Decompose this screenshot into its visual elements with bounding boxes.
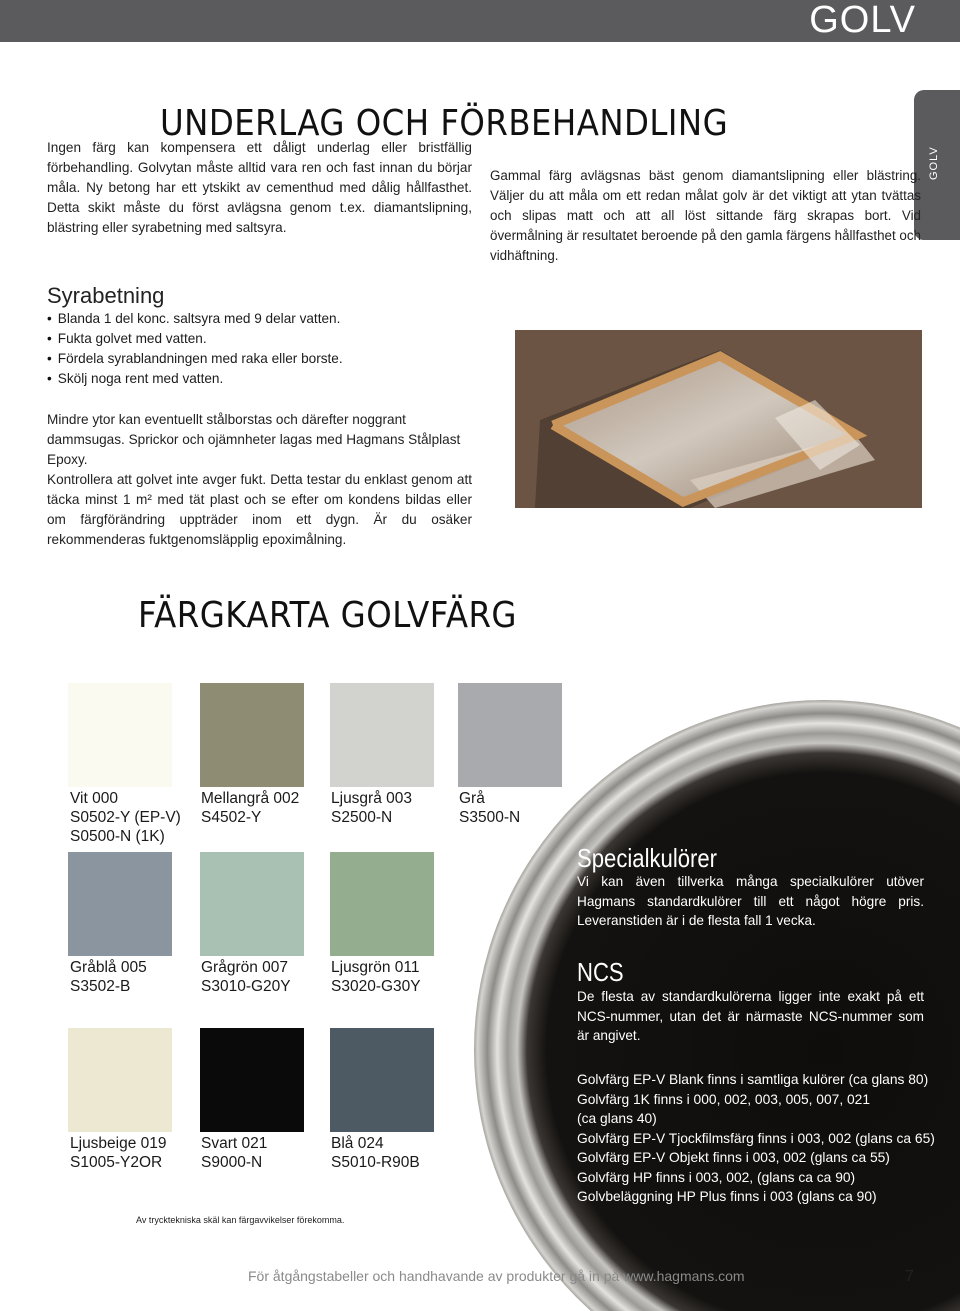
swatch-gra <box>458 683 562 787</box>
swatch-label: Mellangrå 002 S4502-Y <box>201 790 300 826</box>
availability-item: Golvfärg EP-V Objekt finns i 003, 002 (glans ca 55) <box>577 1150 890 1165</box>
availability-item: Golvfärg EP-V Tjockfilmsfärg finns i 003, 002 (glans ca 65) <box>577 1130 935 1146</box>
swatch-label: Grå S3500-N <box>459 790 521 826</box>
special-colors-text: Vi kan även tillverka många specialkulörer utöver Hagmans standardkulörer till ett något högre pris. Leveranstiden är i de flesta fall 1 vecka. <box>577 874 924 928</box>
swatch-label: Blå 024 S5010-R90B <box>331 1135 420 1171</box>
intro-paragraph: Ingen färg kan kompensera ett dåligt underlag eller bristfällig förbehandling. Golvytan måste alltid vara ren och fast innan du börjar måla. Ny betong har ett ytskikt av cementhud med dålig hållfasthet. Detta skikt måste du först avlägsna genom t.ex. diamantslipning, blästring eller syrabetning med saltsyra. <box>47 140 472 235</box>
moisture-test-photo <box>515 330 922 508</box>
special-colors-heading: Specialkulörer <box>577 843 718 873</box>
swatch-label: Ljusbeige 019 S1005-Y2OR <box>70 1135 167 1171</box>
swatch-bla-024 <box>330 1028 434 1132</box>
swatch-ljusgron-011 <box>330 852 434 956</box>
swatch-grabla-005 <box>68 852 172 956</box>
availability-list <box>577 1070 935 1207</box>
ncs-heading: NCS <box>577 957 624 987</box>
swatch-label: Svart 021 S9000-N <box>201 1135 268 1171</box>
availability-item: Golvfärg HP finns i 003, 002, (glans ca ca 90) <box>577 1169 856 1185</box>
section-title-fargkarta: FÄRGKARTA GOLVFÄRG <box>138 595 517 636</box>
availability-item: Golvbeläggning HP Plus finns i 003 (glans ca 90) <box>577 1189 877 1204</box>
old-paint-paragraph: Gammal färg avlägsnas bäst genom diamantslipning eller blästring. Väljer du att måla om ett redan målat golv är det viktigt att ytan tvättas och slipas matt och att all löst sittande färg skrapas bort. Vid övermålning är resultatet beroende på den gamla färgens hållfasthet och vidhäftning. <box>490 168 922 263</box>
header-title: GOLV <box>809 0 916 41</box>
swatch-mellangra-002 <box>200 683 304 787</box>
moisture-test-paragraph: Kontrollera att golvet inte avger fukt. Detta testar du enklast genom att täcka minst 1 m² med tät plast och se efter om kondens bildas eller om färgförändring uppträder inom ett dygn. Är du osäker rekommenderas fuktgenomsläpplig epoximålning. <box>47 472 472 547</box>
page-number: 7 <box>905 1268 914 1285</box>
availability-item: Golvfärg EP-V Blank finns i samtliga kulörer (ca glans 80) <box>577 1072 929 1087</box>
footer-text: För åtgångstabeller och handhavande av produkter gå in på www.hagmans.com <box>248 1268 745 1284</box>
swatch-label: Ljusgrön 011 S3020-G30Y <box>331 959 421 995</box>
syrabetning-steps <box>47 309 343 389</box>
side-tab-label: GOLV <box>928 146 940 180</box>
step-item: • Skölj noga rent med vatten. <box>47 369 343 389</box>
section-title-underlag: UNDERLAG OCH FÖRBEHANDLING <box>160 103 729 144</box>
syrabetning-heading: Syrabetning <box>47 283 165 308</box>
step-item: • Fukta golvet med vatten. <box>47 329 343 349</box>
print-disclaimer: Av trycktekniska skäl kan färgavvikelser förekomma. <box>136 1215 345 1225</box>
swatch-label: Vit 000 S0502-Y (EP-V) S0500-N (1K) <box>70 790 181 845</box>
swatch-label: Gråblå 005 S3502-B <box>70 959 147 995</box>
swatch-label: Grågrön 007 S3010-G20Y <box>201 959 291 995</box>
swatch-svart-021 <box>200 1028 304 1132</box>
swatch-ljusbeige-019 <box>68 1028 172 1132</box>
availability-item: (ca glans 40) <box>577 1111 657 1126</box>
availability-item: Golvfärg 1K finns i 000, 002, 003, 005, 007, 021 <box>577 1091 871 1107</box>
swatch-gragron-007 <box>200 852 304 956</box>
ncs-text: De flesta av standardkulörerna ligger inte exakt på ett NCS-nummer, utan det är närmaste NCS-nummer som är angivet. <box>577 989 924 1043</box>
swatch-ljusgra-003 <box>330 683 434 787</box>
swatch-vit-000 <box>68 683 172 787</box>
step-item: • Fördela syrablandningen med raka eller borste. <box>47 349 343 369</box>
step-item: • Blanda 1 del konc. saltsyra med 9 delar vatten. <box>47 309 343 329</box>
small-areas-paragraph: Mindre ytor kan eventuellt stålborstas och därefter noggrant dammsugas. Sprickor och ojämnheter lagas med Hagmans Stålplast Epoxy. <box>47 412 461 467</box>
swatch-label: Ljusgrå 003 S2500-N <box>331 790 413 826</box>
